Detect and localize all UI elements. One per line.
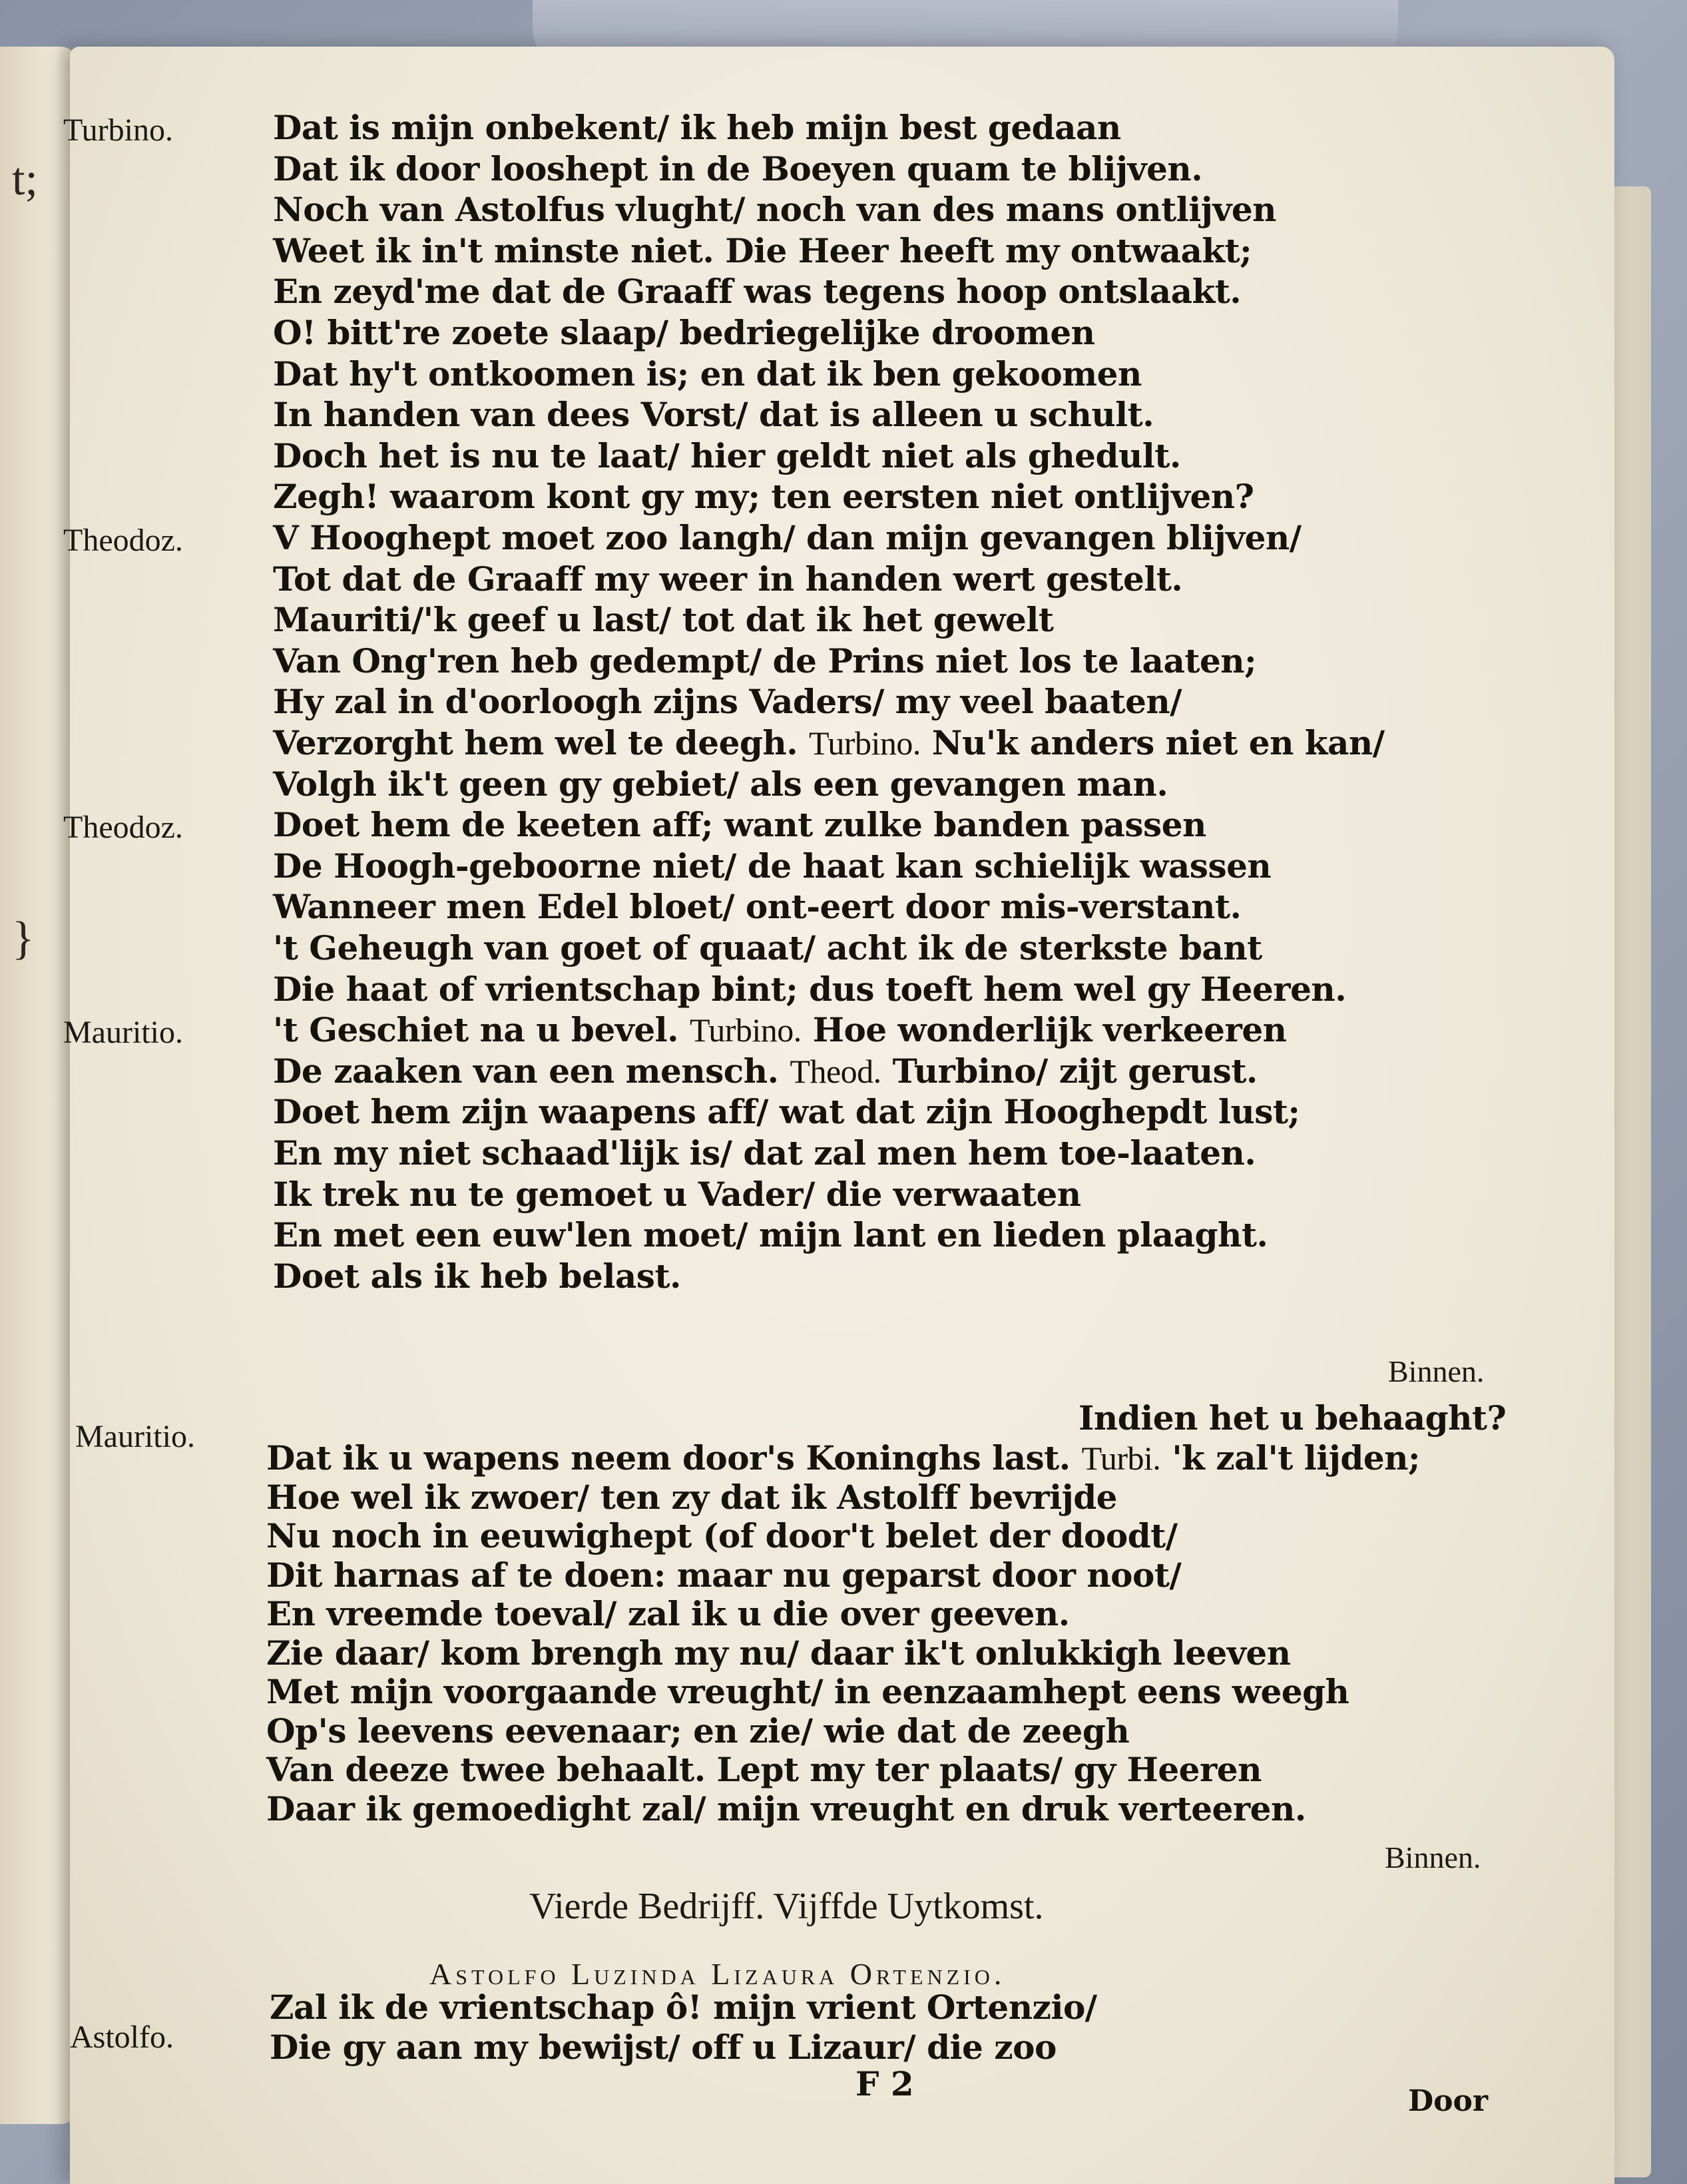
verse-text: Die haat of vrientschap bint; dus toeft hem wel gy Heeren.	[273, 969, 1347, 1009]
verse-text: Turbino/ zijt gerust.	[892, 1051, 1258, 1091]
verse-line	[273, 969, 1346, 1009]
verse-text: En zeyd'me dat de Graaff was tegens hoop ontslaakt.	[273, 272, 1242, 312]
verse-line	[273, 723, 1385, 763]
verse-text: Weet ik in't minste niet. Die Heer heeft my ontwaakt;	[273, 230, 1252, 270]
speaker-name: Mauritio.	[63, 1015, 183, 1051]
verse-text: Doet als ik heb belast.	[273, 1256, 681, 1296]
verse-text: Daar ik gemoedight zal/ mijn vreught en druk verteeren.	[266, 1788, 1306, 1828]
verse-text: Verzorght hem wel te deegh.	[273, 723, 798, 762]
verse-line	[273, 190, 1276, 230]
verse-line	[273, 928, 1262, 968]
verse-text: En met een euw'len moet/ mijn lant en lieden plaaght.	[273, 1215, 1268, 1255]
verse-text: Zie daar/ kom brengh my nu/ daar ik't onlukkigh leeven	[266, 1633, 1291, 1673]
speaker-name: Theodoz.	[63, 523, 183, 558]
verse-text: Doet hem zijn waapens aff/ wat dat zijn Hooghepdt lust;	[273, 1092, 1300, 1132]
verse-line	[266, 1750, 1262, 1790]
verse-text: In handen van dees Vorst/ dat is alleen u schult.	[273, 395, 1154, 435]
inline-speaker: Turbino.	[689, 1011, 802, 1049]
verse-line	[266, 1711, 1129, 1751]
verse-text: Tot dat de Graaff my weer in handen wert gestelt.	[273, 559, 1183, 599]
verse-line	[273, 395, 1154, 435]
verse-line	[273, 846, 1271, 886]
speaker-name: Astolfo.	[70, 2020, 174, 2055]
verse-line: Die gy aan my bewijst/ off u Lizaur/ die zoo	[270, 2028, 1057, 2067]
verse-text: Nu'k anders niet en kan/	[931, 723, 1385, 762]
verse-line	[273, 641, 1256, 681]
verse-line	[273, 805, 1206, 845]
verse-line	[273, 1010, 1287, 1050]
verse-line	[273, 108, 1121, 148]
verse-text: 't Geheugh van goet of quaat/ acht ik de sterkste bant	[273, 928, 1262, 967]
verse-line	[266, 1633, 1291, 1673]
verse-text: Dat ik door looshept in de Boeyen quam te blijven.	[273, 148, 1203, 188]
verse-text: O! bitt're zoete slaap/ bedriegelijke droomen	[273, 313, 1095, 352]
cast-list: Astolfo Luzinda Lizaura Ortenzio.	[429, 1957, 1006, 1991]
verse-line	[273, 149, 1202, 189]
inline-speaker: Turbino.	[809, 724, 921, 762]
verse-text: Dat is mijn onbekent/ ik heb mijn best gedaan	[273, 108, 1121, 147]
speaker-name: Mauritio.	[75, 1419, 195, 1454]
verse-text: En vreemde toeval/ zal ik u die over geeven.	[266, 1594, 1070, 1633]
verse-line	[266, 1478, 1117, 1517]
verse-line	[266, 1438, 1420, 1478]
verse-text: De zaaken van een mensch.	[273, 1051, 779, 1091]
verse-line	[266, 1516, 1178, 1556]
verse-line	[273, 559, 1182, 599]
verse-text: Van deeze twee behaalt. Lept my ter plaats/ gy Heeren	[266, 1750, 1262, 1789]
verse-text: De Hoogh-geboorne niet/ de haat kan schielijk wassen	[273, 846, 1272, 886]
stage-direction-binnen: Binnen.	[1385, 1840, 1481, 1874]
verse-line	[266, 1594, 1070, 1634]
catchword: Door	[1408, 2084, 1489, 2118]
verse-text: Dit harnas af te doen: maar nu geparst door noot/	[266, 1555, 1182, 1595]
verse-line	[273, 1092, 1300, 1132]
verse-line	[273, 1175, 1081, 1215]
inline-speaker: Turbi.	[1081, 1440, 1161, 1477]
verse-line	[273, 1256, 681, 1296]
verse-line	[273, 1133, 1256, 1173]
verse-text: Ik trek nu te gemoet u Vader/ die verwaaten	[273, 1174, 1081, 1214]
verse-line: Indien het u behaaght?	[1079, 1398, 1507, 1438]
verse-text: Wanneer men Edel bloet/ ont-eert door mis-verstant.	[273, 887, 1242, 927]
verse-line	[273, 887, 1241, 927]
verse-line	[266, 1789, 1306, 1829]
verse-text: Hoe wonderlijk verkeeren	[812, 1010, 1287, 1050]
stage-direction-binnen: Binnen.	[1388, 1354, 1485, 1388]
verse-line	[273, 1051, 1258, 1091]
verse-line	[273, 518, 1302, 558]
verse-text: Doet hem de keeten aff; want zulke banden passen	[273, 805, 1206, 845]
verse-text: Hy zal in d'oorloogh zijns Vaders/ my veel baaten/	[273, 682, 1182, 722]
verse-text: Nu noch in eeuwighept (of door't belet der doodt/	[266, 1516, 1178, 1555]
verse-text: Zegh! waarom kont gy my; ten eersten niet ontlijven?	[273, 477, 1254, 517]
verse-line	[273, 231, 1252, 271]
verse-line	[273, 354, 1142, 394]
verse-text: Doch het is nu te laat/ hier geldt niet als ghedult.	[273, 435, 1181, 475]
verse-line	[273, 313, 1095, 353]
speaker-name: Theodoz.	[63, 810, 183, 846]
verse-line	[273, 436, 1181, 476]
verse-line	[273, 600, 1053, 640]
signature-mark: F 2	[855, 2064, 914, 2103]
verse-text: Op's leevens eevenaar; en zie/ wie dat de zeegh	[266, 1711, 1130, 1751]
verse-line	[273, 477, 1254, 517]
verse-text: Volgh ik't geen gy gebiet/ als een gevangen man.	[273, 764, 1168, 804]
verse-text: Mauriti/'k geef u last/ tot dat ik het gewelt	[273, 600, 1054, 640]
left-page-fragment: t;	[12, 154, 38, 205]
act-heading: Vierde Bedrijff. Vijffde Uytkomst.	[529, 1886, 1044, 1927]
verse-line	[266, 1672, 1349, 1712]
verse-text: Van Ong'ren heb gedempt/ de Prins niet los te laaten;	[273, 641, 1257, 681]
verse-line	[273, 272, 1241, 312]
verse-text: Noch van Astolfus vlught/ noch van des mans ontlijven	[273, 190, 1276, 230]
verse-line: Zal ik de vrientschap ô! mijn vrient Ortenzio/	[270, 1988, 1097, 2027]
speaker-name: Turbino.	[63, 113, 173, 148]
left-page-fragment: }	[12, 913, 35, 964]
verse-text: Dat hy't ontkoomen is; en dat ik ben gekoomen	[273, 354, 1142, 394]
book-page	[63, 47, 1614, 2184]
verse-text: V Hooghept moet zoo langh/ dan mijn gevangen blijven/	[273, 518, 1302, 557]
verse-text: Hoe wel ik zwoer/ ten zy dat ik Astolff bevrijde	[266, 1477, 1117, 1517]
verse-text: 'k zal't lijden;	[1172, 1438, 1420, 1478]
verse-line	[266, 1555, 1181, 1595]
verse-text: Met mijn voorgaande vreught/ in eenzaamhept eens weegh	[266, 1672, 1349, 1711]
verse-line	[273, 682, 1182, 722]
verse-line	[273, 1215, 1268, 1255]
inline-speaker: Theod.	[790, 1052, 881, 1090]
verse-line	[273, 764, 1168, 804]
verse-text: Dat ik u wapens neem door's Koninghs last.	[266, 1438, 1071, 1478]
verse-text: 't Geschiet na u bevel.	[273, 1010, 679, 1050]
verse-text: En my niet schaad'lijk is/ dat zal men hem toe-laaten.	[273, 1133, 1256, 1173]
left-page-edge	[0, 47, 80, 2124]
